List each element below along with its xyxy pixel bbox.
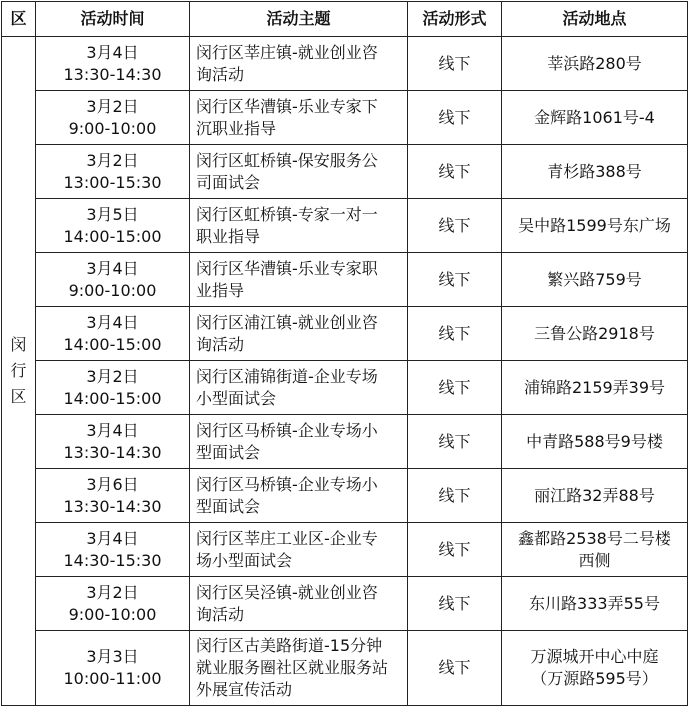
time-cell [36, 577, 190, 631]
location-line: 东川路333弄55号 [529, 593, 660, 613]
topic-line: 询活动 [196, 64, 245, 84]
location-line: 繁兴路759号 [547, 269, 642, 289]
topic-line: 型面试会 [196, 496, 261, 516]
topic-line: 闵行区浦锦街道-企业专场 [196, 366, 378, 386]
time-cell [36, 361, 190, 415]
format-cell: 线下 [408, 307, 502, 361]
time-cell [36, 199, 190, 253]
activity-time-range: 9:00-10:00 [68, 604, 157, 624]
location-cell [502, 361, 688, 415]
topic-cell [190, 91, 408, 145]
location-cell [502, 523, 688, 577]
topic-cell [190, 253, 408, 307]
table-row [2, 91, 688, 145]
activity-time-range: 14:00-15:00 [63, 388, 162, 408]
format-cell: 线下 [408, 91, 502, 145]
activity-date: 3月3日 [86, 647, 139, 666]
table-row [2, 415, 688, 469]
topic-line: 闵行区莘庄工业区-企业专 [196, 528, 378, 548]
location-line: 青杉路388号 [547, 161, 642, 181]
topic-line: 小型面试会 [196, 388, 277, 408]
time-cell [36, 91, 190, 145]
format-cell: 线下 [408, 253, 502, 307]
activity-date: 3月4日 [86, 42, 139, 62]
table-row [2, 523, 688, 577]
format-cell: 线下 [408, 631, 502, 706]
topic-line: 业指导 [196, 280, 245, 300]
time-cell [36, 253, 190, 307]
location-cell [502, 307, 688, 361]
topic-cell [190, 361, 408, 415]
topic-cell [190, 631, 408, 706]
topic-line: 闵行区虹桥镇-保安服务公 [196, 150, 378, 170]
table-row [2, 145, 688, 199]
format-cell: 线下 [408, 415, 502, 469]
activity-date: 3月4日 [86, 312, 139, 332]
location-line: 中青路588号9号楼 [526, 431, 663, 451]
format-cell: 线下 [408, 577, 502, 631]
time-cell [36, 37, 190, 91]
topic-line: 闵行区华漕镇-乐业专家下 [196, 96, 378, 116]
location-line: 三鲁公路2918号 [534, 323, 655, 343]
topic-line: 询活动 [196, 334, 245, 354]
time-cell [36, 469, 190, 523]
location-cell [502, 91, 688, 145]
activity-time-range: 13:00-15:30 [63, 172, 162, 192]
topic-cell [190, 199, 408, 253]
activity-time-range: 13:30-14:30 [63, 496, 162, 516]
topic-cell [190, 415, 408, 469]
topic-line: 职业指导 [196, 226, 261, 246]
district-cell [2, 37, 36, 706]
location-cell [502, 415, 688, 469]
topic-cell [190, 469, 408, 523]
table-row [2, 361, 688, 415]
topic-line: 闵行区莘庄镇-就业创业咨 [196, 42, 378, 62]
time-cell [36, 415, 190, 469]
header-topic: 活动主题 [190, 2, 408, 37]
time-cell [36, 523, 190, 577]
location-line: 吴中路1599号东广场 [518, 215, 671, 235]
activity-time-range: 13:30-14:30 [63, 442, 162, 462]
location-cell [502, 145, 688, 199]
location-line: 浦锦路2159弄39号 [523, 377, 666, 397]
activity-time-range: 9:00-10:00 [68, 118, 157, 138]
table-row [2, 253, 688, 307]
table-row [2, 469, 688, 523]
topic-line: 闵行区吴泾镇-就业创业咨 [196, 582, 378, 602]
format-cell: 线下 [408, 199, 502, 253]
table-row [2, 37, 688, 91]
activity-schedule-table [1, 1, 688, 706]
location-cell [502, 37, 688, 91]
location-cell [502, 199, 688, 253]
table-row [2, 631, 688, 706]
activity-time-range: 14:00-15:00 [63, 226, 162, 246]
table-row [2, 307, 688, 361]
activity-time-range: 13:30-14:30 [63, 64, 162, 84]
topic-cell [190, 577, 408, 631]
header-time: 活动时间 [36, 2, 190, 37]
activity-date: 3月4日 [86, 528, 139, 548]
activity-time-range: 10:00-11:00 [63, 669, 162, 688]
activity-date: 3月4日 [86, 420, 139, 440]
topic-line: 询活动 [196, 604, 245, 624]
activity-time-range: 9:00-10:00 [68, 280, 157, 300]
location-cell [502, 577, 688, 631]
topic-cell [190, 523, 408, 577]
activity-date: 3月4日 [86, 258, 139, 278]
location-cell [502, 631, 688, 706]
topic-line: 司面试会 [196, 172, 261, 192]
topic-line: 闵行区马桥镇-企业专场小 [196, 474, 378, 494]
format-cell: 线下 [408, 523, 502, 577]
location-line: 西侧 [578, 550, 611, 570]
time-cell [36, 307, 190, 361]
topic-cell [190, 37, 408, 91]
topic-line: 闵行区古美路街道-15分钟 [196, 636, 383, 655]
topic-line: 外展宣传活动 [196, 680, 293, 699]
format-cell: 线下 [408, 145, 502, 199]
header-location: 活动地点 [502, 2, 688, 37]
location-line: 丽江路32弄88号 [534, 485, 655, 505]
activity-date: 3月6日 [86, 474, 139, 494]
table-row [2, 577, 688, 631]
activity-date: 3月2日 [86, 96, 139, 116]
location-line: （万源路595号） [531, 669, 658, 688]
topic-line: 就业服务圈社区就业服务站 [196, 658, 389, 677]
location-line: 鑫都路2538号二号楼 [518, 528, 671, 548]
activity-date: 3月2日 [86, 150, 139, 170]
format-cell: 线下 [408, 469, 502, 523]
topic-line: 型面试会 [196, 442, 261, 462]
format-cell: 线下 [408, 37, 502, 91]
district-label: 闵行区 [10, 335, 27, 406]
format-cell: 线下 [408, 361, 502, 415]
location-line: 万源城开中心中庭 [530, 647, 659, 666]
topic-line: 闵行区马桥镇-企业专场小 [196, 420, 378, 440]
topic-line: 场小型面试会 [196, 550, 293, 570]
header-district: 区 [2, 2, 36, 37]
topic-line: 闵行区浦江镇-就业创业咨 [196, 312, 378, 332]
topic-line: 闵行区华漕镇-乐业专家职 [196, 258, 378, 278]
topic-line: 沉职业指导 [196, 118, 277, 138]
topic-line: 闵行区虹桥镇-专家一对一 [196, 204, 378, 224]
activity-time-range: 14:00-15:00 [63, 334, 162, 354]
activity-date: 3月2日 [86, 366, 139, 386]
location-line: 金辉路1061号-4 [534, 107, 655, 127]
topic-cell [190, 307, 408, 361]
activity-time-range: 14:30-15:30 [63, 550, 162, 570]
topic-cell [190, 145, 408, 199]
location-line: 莘浜路280号 [547, 53, 642, 73]
time-cell [36, 631, 190, 706]
time-cell [36, 145, 190, 199]
location-cell [502, 469, 688, 523]
table-header-row [2, 2, 688, 37]
header-format: 活动形式 [408, 2, 502, 37]
table-body [2, 37, 688, 706]
activity-date: 3月2日 [86, 582, 139, 602]
table-row [2, 199, 688, 253]
activity-date: 3月5日 [86, 204, 139, 224]
location-cell [502, 253, 688, 307]
